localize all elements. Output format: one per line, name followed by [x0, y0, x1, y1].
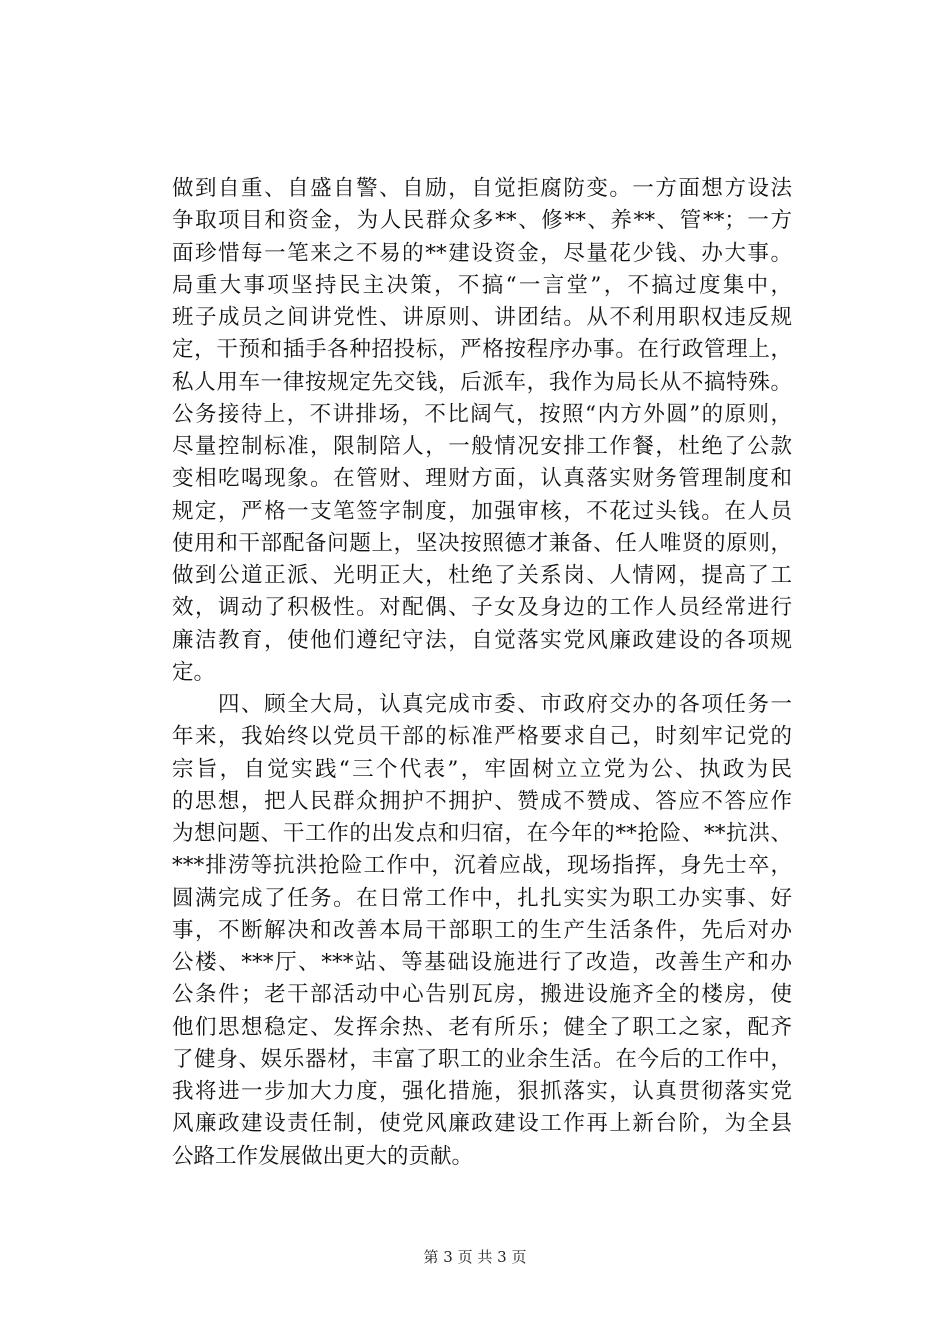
text-line: 做到公道正派、光明正大，杜绝了关系岗、人情网，提高了工	[172, 563, 792, 588]
text-line: 公务接待上，不讲排场，不比阔气，按照“内方外圆”的原则，	[172, 401, 792, 427]
text-line: 风廉政建设责任制，使党风廉政建设工作再上新台阶，为全县	[172, 1111, 792, 1137]
page-footer: 第 3 页 共 3 页	[423, 1248, 527, 1266]
text-line: 使用和干部配备问题上，坚决按照德才兼备、任人唯贤的原则，	[172, 530, 792, 556]
text-line: 廉洁教育，使他们遵纪守法，自觉落实党风廉政建设的各项规	[172, 627, 792, 653]
document-body	[172, 173, 792, 1173]
text-line: 四、顾全大局，认真完成市委、市政府交办的各项任务一	[172, 692, 792, 717]
text-line: 圆满完成了任务。在日常工作中，扎扎实实为职工办实事、好	[172, 885, 792, 911]
text-line: 面珍惜每一笔来之不易的**建设资金，尽量花少钱、办大事。	[172, 240, 792, 266]
text-line: 的思想，把人民群众拥护不拥护、赞成不赞成、答应不答应作	[172, 788, 792, 814]
text-line: 公条件；老干部活动中心告别瓦房，搬进设施齐全的楼房，使	[172, 982, 792, 1008]
text-line: 他们思想稳定、发挥余热、老有所乐；健全了职工之家，配齐	[172, 1014, 792, 1040]
text-line: 宗旨，自觉实践“三个代表”，牢固树立立党为公、执政为民	[172, 756, 792, 782]
text-line: ***排涝等抗洪抢险工作中，沉着应战，现场指挥，身先士卒，	[172, 853, 792, 879]
text-line: 年来，我始终以党员干部的标准严格要求自己，时刻牢记党的	[172, 724, 792, 750]
text-line: 尽量控制标准，限制陪人，一般情况安排工作餐，杜绝了公款	[172, 434, 792, 459]
text-line: 为想问题、干工作的出发点和归宿，在今年的**抢险、**抗洪、	[172, 821, 792, 846]
text-line: 事，不断解决和改善本局干部职工的生产生活条件，先后对办	[172, 917, 792, 943]
text-line: 局重大事项坚持民主决策，不搞“一言堂”，不搞过度集中，	[172, 272, 792, 298]
text-line: 公楼、***厅、***站、等基础设施进行了改造，改善生产和办	[172, 950, 792, 975]
text-line: 私人用车一律按规定先交钱，后派车，我作为局长从不搞特殊。	[172, 369, 792, 395]
text-line: 定。	[172, 659, 216, 685]
text-line: 我将进一步加大力度，强化措施，狠抓落实，认真贯彻落实党	[172, 1079, 792, 1104]
text-line: 规定，严格一支笔签字制度，加强审核，不花过头钱。在人员	[172, 498, 792, 524]
text-line: 争取项目和资金，为人民群众多**、修**、养**、管**；一方	[172, 208, 792, 234]
text-line: 公路工作发展做出更大的贡献。	[172, 1143, 474, 1169]
text-line: 了健身、娱乐器材，丰富了职工的业余生活。在今后的工作中，	[172, 1046, 792, 1072]
text-line: 做到自重、自盛自警、自励，自觉拒腐防变。一方面想方设法	[172, 176, 792, 201]
text-line: 定，干预和插手各种招投标，严格按程序办事。在行政管理上，	[172, 337, 792, 363]
text-line: 变相吃喝现象。在管财、理财方面，认真落实财务管理制度和	[172, 466, 792, 492]
text-line: 班子成员之间讲党性、讲原则、讲团结。从不利用职权违反规	[172, 305, 792, 330]
text-line: 效，调动了积极性。对配偶、子女及身边的工作人员经常进行	[172, 595, 792, 621]
